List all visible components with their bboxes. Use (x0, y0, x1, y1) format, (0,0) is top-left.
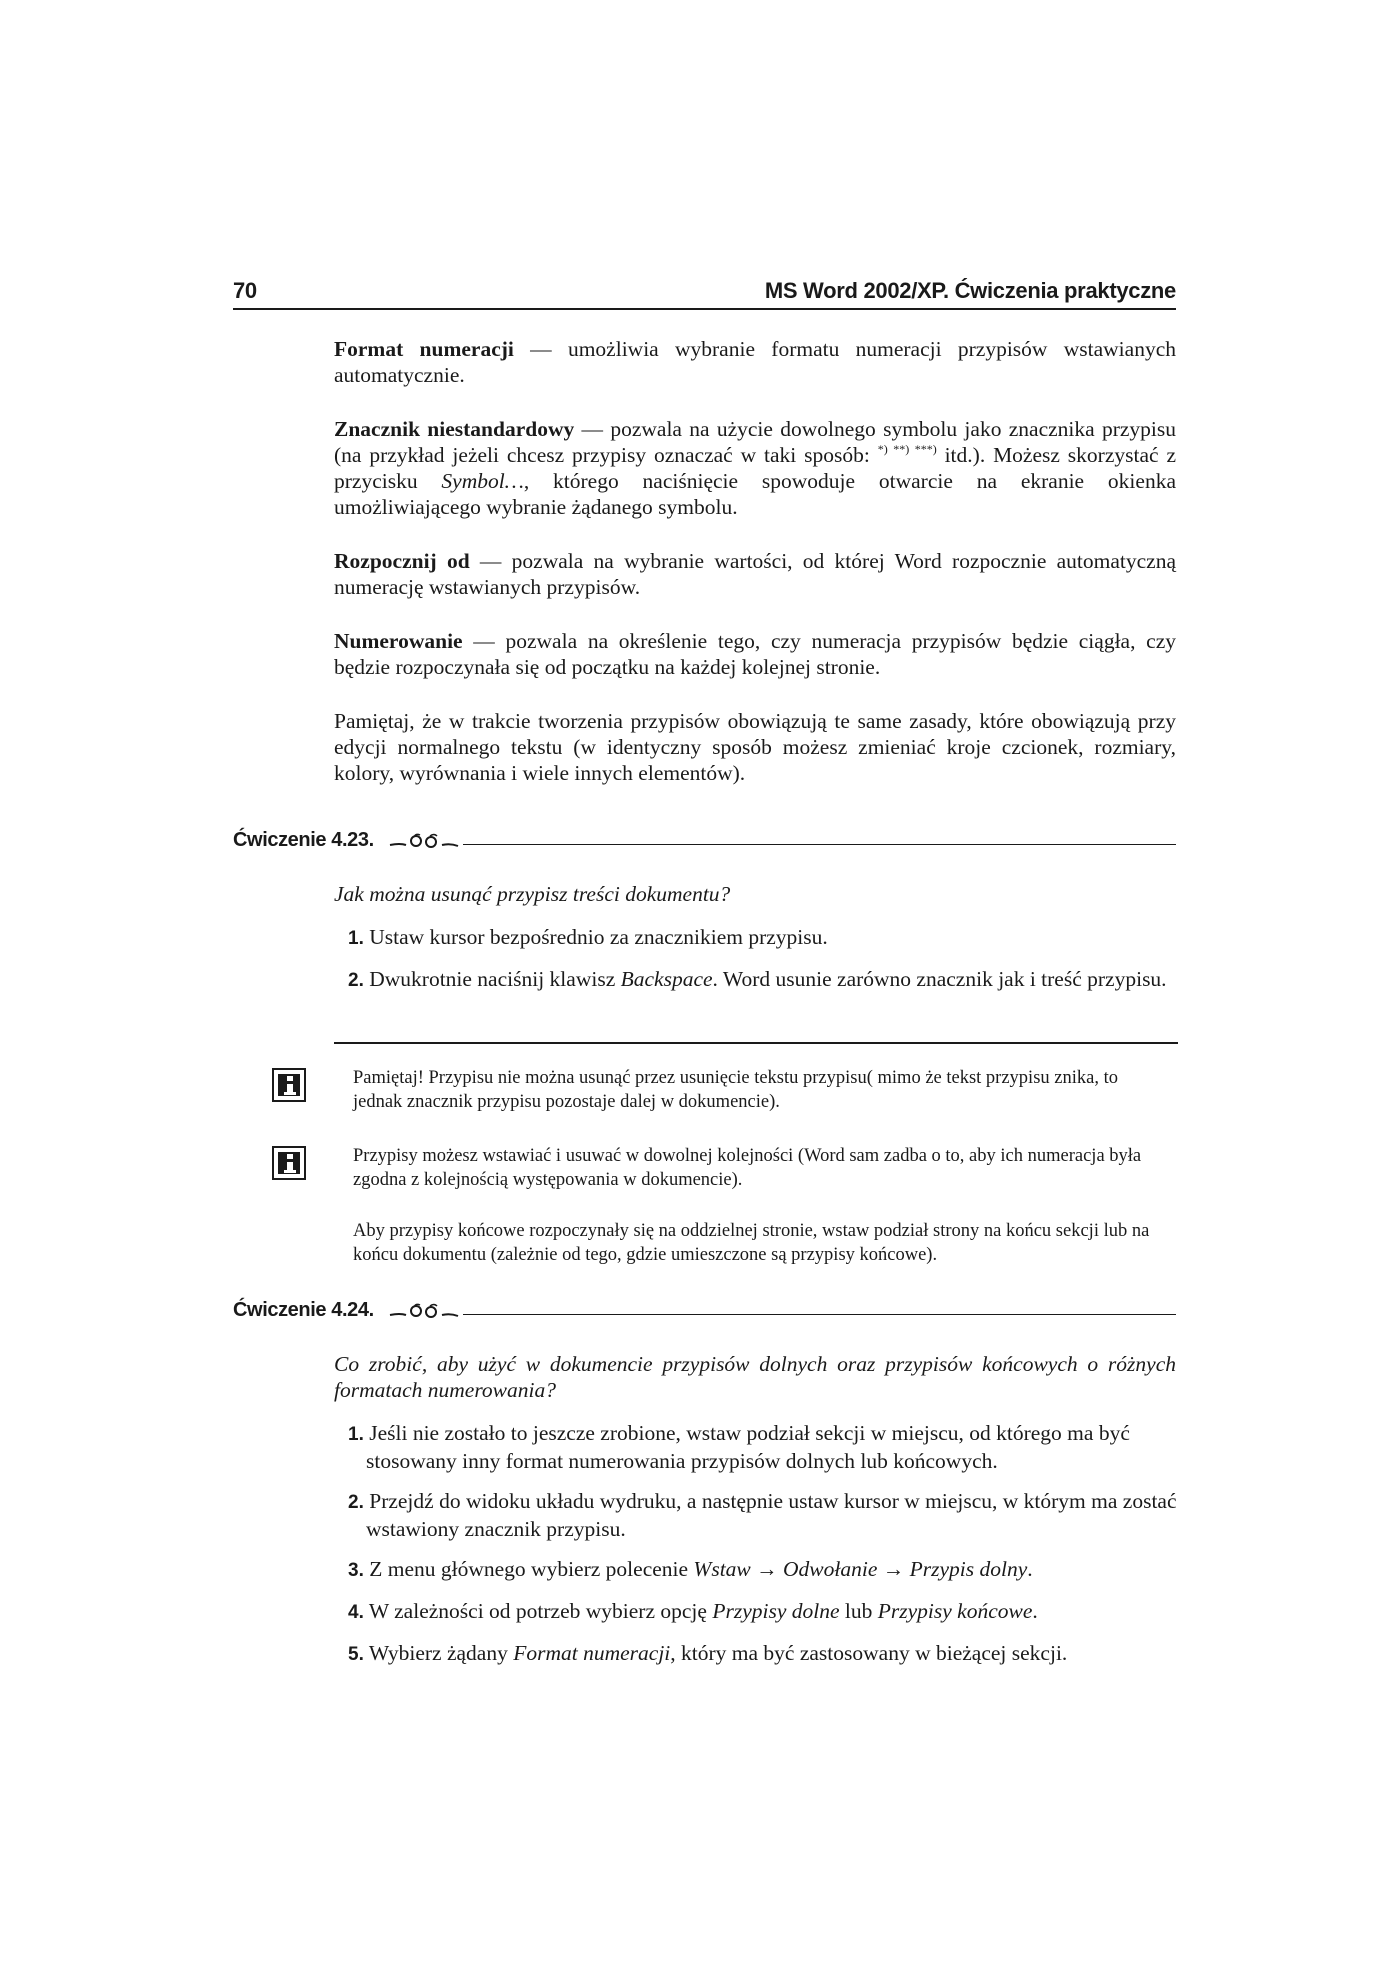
ornament-icon (388, 831, 460, 851)
menu-wstaw: Wstaw (693, 1557, 751, 1581)
menu-odwolanie: Odwołanie (783, 1557, 878, 1581)
paragraph-format-numeracji: Format numeracji — umożliwia wybranie formatu numeracji przypisów wstawianych automatycznie. (334, 337, 1176, 387)
paragraph-numerowanie: Numerowanie — pozwala na określenie tego, czy numeracja przypisów będzie ciągła, czy będzie rozpoczynała się od początku na każdej kolejnej stronie. (334, 629, 1176, 679)
exercise-rule (463, 844, 1176, 845)
note-3: Aby przypisy końcowe rozpoczynały się na oddzielnej stronie, wstaw podział strony na końcu sekcji lub na końcu dokumentu (zależnie od tego, gdzie umieszczone są przypisy końcowe). (353, 1221, 1150, 1265)
notes-divider (334, 1042, 1178, 1044)
term-format-numeracji: Format numeracji (334, 337, 514, 361)
exercise-424-label: Ćwiczenie 4.24. (233, 1299, 374, 1321)
option-przypisy-dolne: Przypisy dolne (712, 1599, 840, 1623)
exercise-423-question: Jak można usunąć przypisz treści dokumentu? (334, 882, 731, 906)
running-header (233, 272, 1176, 310)
exercise-424-heading (233, 1299, 1176, 1329)
arrow-icon: → (750, 1557, 784, 1581)
info-icon (272, 1068, 306, 1102)
exercise-423-heading (233, 829, 1176, 859)
exercise-424-step-2: 2. Przejdź do widoku układu wydruku, a następnie ustaw kursor w miejscu, w którym ma zostać wstawiony znacznik przypisu. (348, 1489, 1177, 1541)
term-numerowanie: Numerowanie (334, 629, 463, 653)
info-icon (272, 1146, 306, 1180)
note-2: Przypisy możesz wstawiać i usuwać w dowolnej kolejności (Word sam zadba o to, aby ich numeracja była zgodna z kolejnością występowania w dokumencie). (353, 1146, 1142, 1190)
exercise-423-label: Ćwiczenie 4.23. (233, 829, 374, 851)
paragraph-rozpocznij-od: Rozpocznij od — pozwala na wybranie wartości, od której Word rozpocznie automatyczną numerację wstawianych przypisów. (334, 549, 1176, 599)
footnote-marker-examples: *) **) ***) (877, 442, 937, 456)
exercise-424-question: Co zrobić, aby użyć w dokumencie przypisów dolnych oraz przypisów końcowych o różnych formatach numerowania? (334, 1352, 1176, 1402)
symbol-button-name: Symbol… (441, 469, 524, 493)
option-przypisy-koncowe: Przypisy końcowe (877, 1599, 1033, 1623)
exercise-424-step-4: 4. W zależności od potrzeb wybierz opcję Przypisy dolne lub Przypisy końcowe. (348, 1599, 1038, 1623)
exercise-423-step-1: 1. Ustaw kursor bezpośrednio za znacznikiem przypisu. (348, 925, 828, 949)
exercise-424-step-3: 3. Z menu głównego wybierz polecenie Wstaw → Odwołanie → Przypis dolny. (348, 1557, 1033, 1581)
paragraph-pamietaj: Pamiętaj, że w trakcie tworzenia przypisów obowiązują te same zasady, które obowiązują przy edycji normalnego tekstu (w identyczny sposób możesz zmieniać kroje czcionek, rozmiary, kolory, wyrównania i wiele innych elementów). (334, 709, 1176, 785)
note-1: Pamiętaj! Przypisu nie można usunąć przez usunięcie tekstu przypisu( mimo że tekst przypisu znika, to jednak znacznik przypisu pozostaje dalej w dokumencie). (353, 1068, 1118, 1112)
page-number: 70 (233, 278, 257, 303)
ornament-icon (388, 1301, 460, 1321)
option-format-numeracji: Format numeracji (513, 1641, 671, 1665)
exercise-rule (463, 1314, 1176, 1315)
term-rozpocznij-od: Rozpocznij od (334, 549, 470, 573)
backspace-key-name: Backspace (620, 967, 713, 991)
exercise-424-step-5: 5. Wybierz żądany Format numeracji, który ma być zastosowany w bieżącej sekcji. (348, 1641, 1068, 1665)
term-znacznik-niestandardowy: Znacznik niestandardowy (334, 417, 575, 441)
menu-przypis-dolny: Przypis dolny (909, 1557, 1028, 1581)
book-title: MS Word 2002/XP. Ćwiczenia praktyczne (764, 278, 1176, 303)
exercise-423-step-2: 2. Dwukrotnie naciśnij klawisz Backspace. Word usunie zarówno znacznik jak i treść przypisu. (348, 967, 1167, 991)
arrow-icon: → (877, 1557, 910, 1581)
paragraph-znacznik-niestandardowy: Znacznik niestandardowy — pozwala na użycie dowolnego symbolu jako znacznika przypisu (na przykład jeżeli chcesz przypisy oznaczać w taki sposób: *) **) ***) itd.). Możesz skorzystać z przycisku Symbol…, którego naciśnięcie spowoduje otwarcie na ekranie okienka umożliwiającego wybranie żądanego symbolu. (334, 417, 1177, 519)
exercise-424-step-1: 1. Jeśli nie zostało to jeszcze zrobione, wstaw podział sekcji w miejscu, od którego ma być stosowany inny format numerowania przypisów dolnych lub końcowych. (348, 1421, 1130, 1473)
